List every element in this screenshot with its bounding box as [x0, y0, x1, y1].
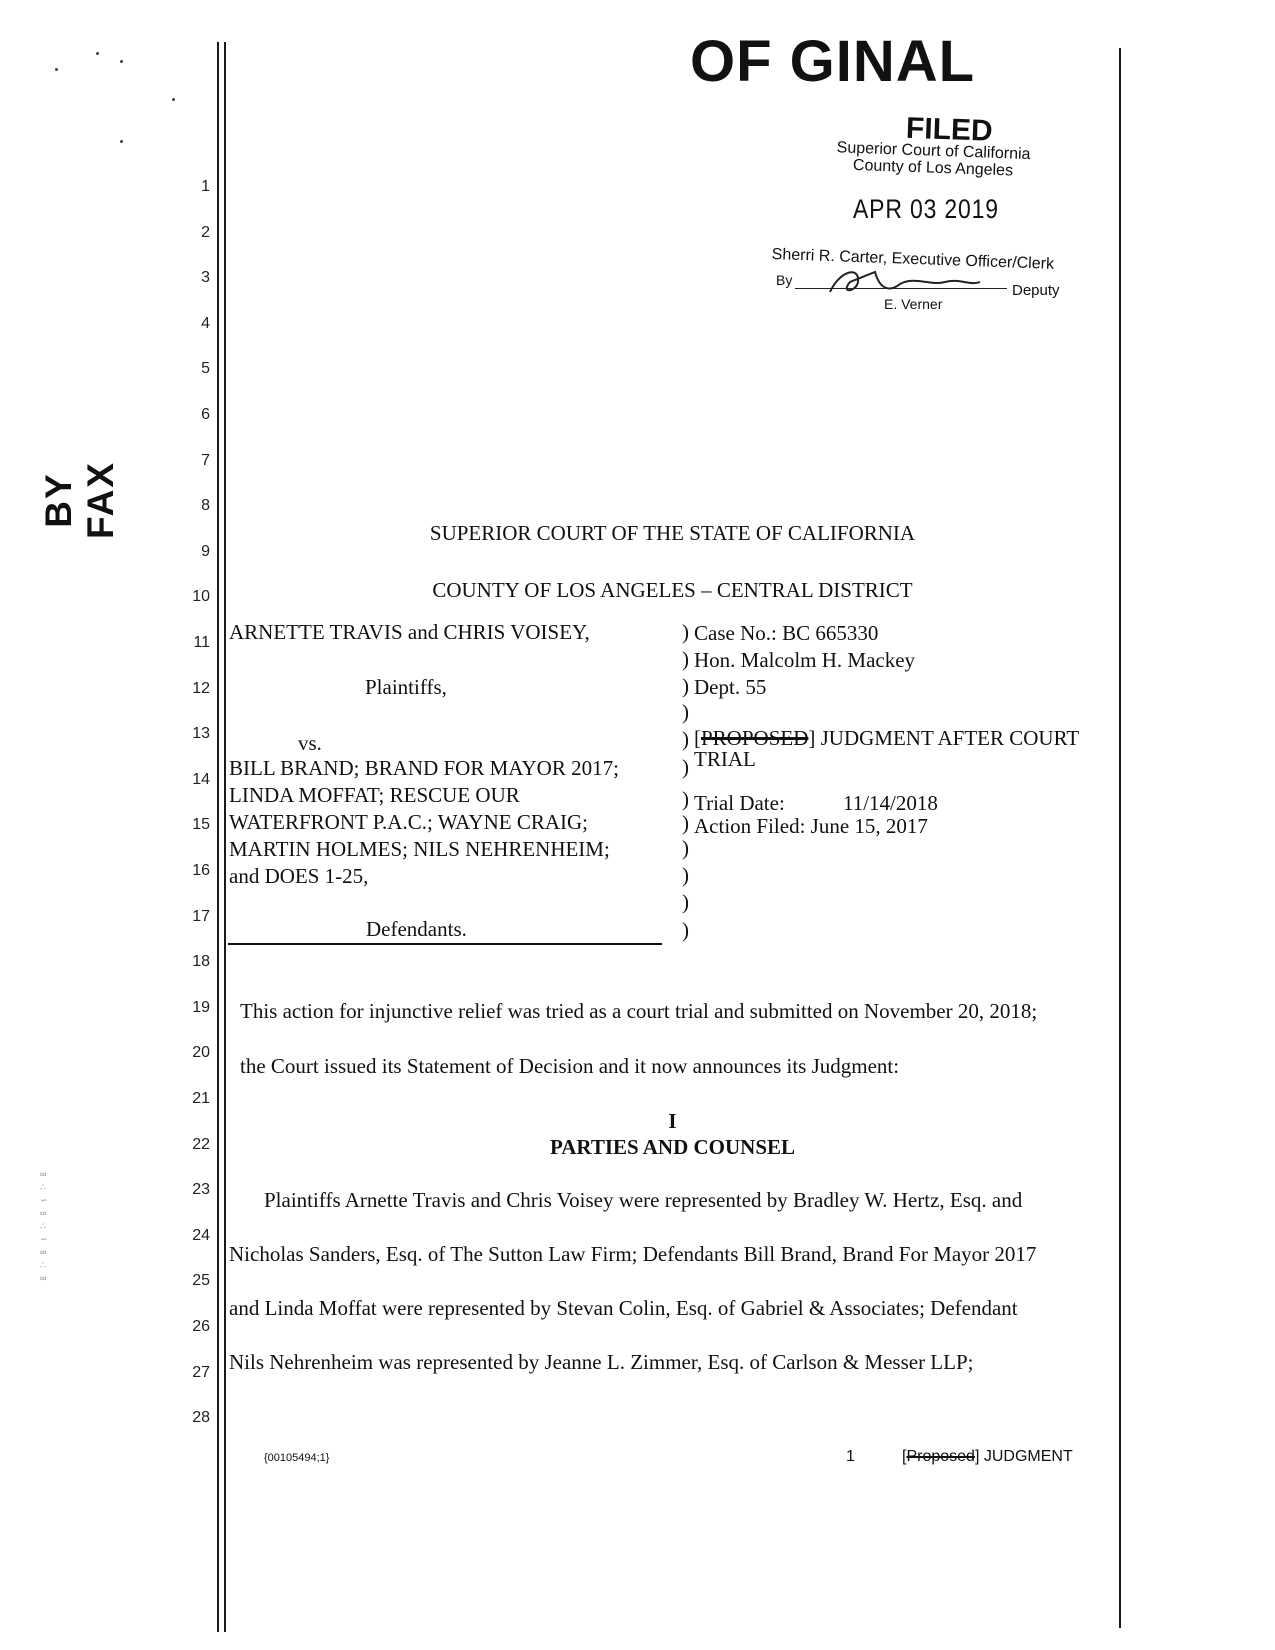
title-proposed-strikethrough: PROPOSED [701, 726, 809, 750]
filed-label: FILED [905, 111, 994, 148]
footer-title [902, 1448, 1073, 1466]
paragraph-2-line-3: and Linda Moffat were represented by Stevan Colin, Esq. of Gabriel & Associates; Defendant [229, 1296, 1018, 1320]
scan-speck [120, 60, 123, 63]
case-number: Case No.: BC 665330 [694, 621, 879, 645]
line-number: 25 [192, 1272, 210, 1290]
filed-court-line1: Superior Court of California [836, 139, 1031, 164]
line-number: 6 [201, 406, 210, 423]
clerk-line: Sherri R. Carter, Executive Officer/Clerk [771, 246, 1055, 273]
footer-proposed-strikethrough: Proposed [906, 1448, 975, 1465]
line-number: 13 [192, 725, 210, 743]
line-number: 4 [201, 314, 210, 332]
line-number: 3 [201, 269, 210, 287]
paragraph-2-line-4: Nils Nehrenheim was represented by Jeanne L. Zimmer, Esq. of Carlson & Messer LLP; [229, 1350, 974, 1374]
caption-paren: ) [682, 620, 689, 644]
line-number: 15 [192, 816, 210, 834]
scan-speck [55, 68, 58, 71]
line-number: 17 [192, 907, 210, 925]
court-title-line1: SUPERIOR COURT OF THE STATE OF CALIFORNIA [429, 521, 916, 545]
defendants-line-1: BILL BRAND; BRAND FOR MAYOR 2017; [229, 756, 619, 780]
caption-paren: ) [682, 700, 689, 724]
paragraph-2-line-2: Nicholas Sanders, Esq. of The Sutton Law Firm; Defendants Bill Brand, Brand For Mayor 2017 [229, 1242, 1037, 1266]
caption-paren: ) [682, 811, 689, 835]
line-number: 7 [201, 451, 210, 469]
line-number: 9 [201, 542, 210, 560]
caption-paren: ) [682, 890, 689, 914]
original-stamp: OF GINAL [690, 29, 976, 94]
line-number: 8 [201, 497, 210, 515]
deputy-label: Deputy [1012, 282, 1060, 299]
defendants-label: Defendants. [366, 917, 467, 941]
document-title-line2: TRIAL [694, 747, 756, 771]
action-filed: Action Filed: June 15, 2017 [694, 814, 928, 838]
trial-date-label: Trial Date: [694, 791, 785, 815]
line-number: 16 [192, 862, 210, 879]
scan-speck [120, 140, 123, 143]
deputy-name: E. Verner [884, 296, 943, 312]
paragraph-1-line-2: the Court issued its Statement of Decision and it now announces its Judgment: [240, 1054, 900, 1078]
filed-stamp [798, 108, 1070, 181]
line-number: 28 [192, 1409, 210, 1427]
right-margin-rule [1119, 48, 1121, 1628]
caption-paren: ) [682, 836, 689, 860]
title-bracket: [ [694, 726, 701, 750]
line-number: 24 [192, 1226, 210, 1244]
judge-name: Hon. Malcolm H. Mackey [694, 648, 916, 672]
line-number: 18 [192, 953, 210, 971]
line-number: 12 [192, 679, 210, 697]
section-number: I [668, 1109, 677, 1133]
by-fax-label: BY FAX [38, 461, 121, 539]
caption-paren: ) [682, 863, 689, 887]
by-label: By [776, 272, 793, 288]
line-number: 23 [192, 1181, 210, 1199]
plaintiffs-label: Plaintiffs, [365, 675, 447, 699]
caption-paren: ) [682, 674, 689, 698]
court-title-line2: COUNTY OF LOS ANGELES – CENTRAL DISTRICT [432, 578, 913, 602]
line-number: 2 [201, 223, 210, 241]
defendants-line-2: LINDA MOFFAT; RESCUE OUR [229, 783, 520, 807]
footer-title-rest: ] JUDGMENT [974, 1448, 1073, 1465]
line-number: 10 [192, 588, 210, 606]
line-number: 26 [192, 1318, 210, 1335]
line-number: 5 [201, 360, 210, 378]
line-number: 22 [192, 1135, 210, 1153]
title-rest: ] JUDGMENT AFTER COURT [808, 726, 1080, 750]
line-number: 1 [201, 178, 210, 195]
filed-court-line2: County of Los Angeles [852, 156, 1014, 180]
section-title: PARTIES AND COUNSEL [549, 1135, 796, 1159]
department: Dept. 55 [694, 675, 767, 699]
trial-date: 11/14/2018 [843, 791, 938, 815]
defendants-line-4: MARTIN HOLMES; NILS NEHRENHEIM; [229, 837, 610, 861]
caption-paren: ) [682, 787, 689, 811]
line-number: 11 [193, 634, 210, 651]
caption-paren: ) [682, 727, 689, 751]
defendants-line-5: and DOES 1-25, [229, 864, 369, 888]
left-margin-rule-1 [217, 42, 219, 1632]
line-number: 27 [192, 1363, 210, 1381]
fax-tick-marks: ∞ ∴ ∽ ∞ ∴ ∽ ∞ ∴ ∞ [40, 1169, 48, 1283]
paragraph-1-line-1: This action for injunctive relief was tried as a court trial and submitted on November 20, 2018; [240, 999, 1038, 1023]
caption-paren: ) [682, 647, 689, 671]
caption-underline [228, 943, 662, 945]
caption-paren: ) [682, 918, 689, 942]
caption-paren: ) [682, 755, 689, 779]
plaintiffs-names: ARNETTE TRAVIS and CHRIS VOISEY, [229, 620, 590, 644]
line-number: 20 [192, 1044, 210, 1062]
left-margin-rule-2 [224, 42, 226, 1632]
line-number: 21 [192, 1090, 210, 1107]
paragraph-2-line-1: Plaintiffs Arnette Travis and Chris Voisey were represented by Bradley W. Hertz, Esq. and [264, 1188, 1023, 1212]
filed-date: APR 03 2019 [853, 194, 999, 224]
scan-speck [172, 98, 175, 101]
line-number: 14 [192, 770, 210, 788]
line-number: 19 [192, 998, 210, 1016]
vs-label: vs. [298, 731, 322, 755]
scan-speck [96, 52, 99, 55]
defendants-line-3: WATERFRONT P.A.C.; WAYNE CRAIG; [229, 810, 588, 834]
footer-doc-id: {00105494;1} [264, 1452, 330, 1464]
footer-page-number: 1 [846, 1448, 855, 1465]
signature-graphic [820, 262, 990, 300]
footer-bracket: [ [902, 1448, 907, 1465]
